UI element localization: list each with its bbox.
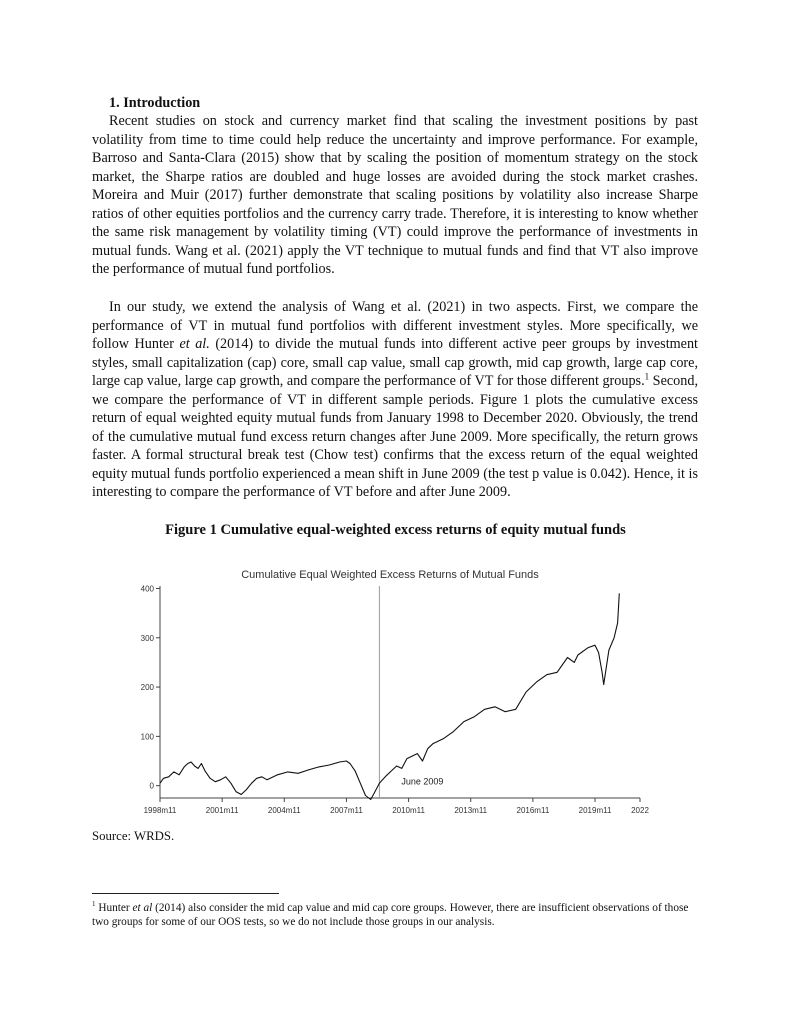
figure-source: Source: WRDS. — [92, 829, 175, 843]
y-tick-label: 0 — [149, 781, 154, 791]
footnote-text-after: (2014) also consider the mid cap value and mid cap core groups. However, there are insufficient observations of those two groups for some of our OOS tests, so we do not include those groups in our analysis. — [92, 902, 689, 929]
x-tick-label: 2016m11 — [516, 806, 550, 815]
figure-caption: Figure 1 Cumulative equal-weighted excess returns of equity mutual funds — [165, 522, 626, 538]
footnote-marker: 1 — [92, 900, 96, 909]
y-tick-label: 200 — [140, 683, 154, 693]
x-tick-label: 2019m11 — [578, 806, 612, 815]
june-2009-label: June 2009 — [401, 776, 444, 787]
paragraph-2-etal: et al. — [179, 336, 210, 353]
x-tick-label: 2013m11 — [454, 806, 488, 815]
paragraph-2 — [92, 298, 698, 502]
y-tick-label: 100 — [140, 732, 154, 742]
paragraph-2-part2: (2014) to divide the mutual funds into different active peer groups by investment styles, small capitalization (cap) core, small cap value, small cap growth, mid cap growth, large cap core, large cap value, large cap growth, and compare the performance of VT for those different groups. — [92, 336, 698, 390]
paragraph-1: Recent studies on stock and currency market find that scaling the investment positions by past volatility from time to time could help reduce the uncertainty and improve performance. For example, Barroso and Santa-Clara (2015) show that by scaling the position of momentum strategy on the stock market, the Sharpe ratios are doubled and huge losses are avoided during the stock market crashes. Moreira and Muir (2017) further demonstrate that scaling positions by volatility also increase Sharpe ratios of other equities portfolios and the currency carry trade. Therefore, it is interesting to know whether the same risk management by volatility timing (VT) could improve the performance of investments in mutual funds. Wang et al. (2021) apply the VT technique to mutual funds and find that VT also improve the performance of mutual fund portfolios. — [92, 113, 698, 278]
paragraph-2-part3: Second, we compare the performance of VT in different sample periods. Figure 1 plots the cumulative excess return of equal weighted equity mutual funds from January 1998 to December 2020. Obviously, the trend of the cumulative mutual fund excess return changes after June 2009. More specifically, the return grows faster. A formal structural break test (Chow test) confirms that the excess return of the equal weighted equity mutual funds portfolio experienced a mean shift in June 2009 (the test p value is 0.042). Hence, it is interesting to compare the performance of VT before and after June 2009. — [92, 373, 698, 501]
x-ticks — [144, 798, 650, 815]
line-chart — [120, 564, 660, 826]
chart-svg — [120, 564, 660, 826]
chart-title: Cumulative Equal Weighted Excess Returns of Mutual Funds — [241, 569, 539, 581]
section-heading: 1. Introduction — [109, 95, 201, 111]
x-tick-label: 2007m11 — [330, 806, 363, 815]
y-tick-label: 300 — [140, 633, 154, 643]
cumulative-return-line — [160, 593, 619, 799]
footnote — [92, 901, 698, 929]
y-tick-label: 400 — [140, 584, 154, 594]
paragraph-2-part1: In our study, we extend the analysis of Wang et al. (2021) in two aspects. First, we compare the performance of VT in mutual fund portfolios with different investment styles. More specifically, we follow Hunter — [92, 299, 698, 353]
footnote-divider — [92, 893, 279, 894]
x-tick-label: 2010m11 — [392, 806, 425, 815]
y-ticks — [141, 584, 160, 790]
x-tick-label: 2022 — [631, 806, 649, 815]
footnote-text-before: Hunter — [95, 902, 133, 914]
x-tick-label: 1998m11 — [143, 806, 177, 815]
footnote-reference[interactable]: 1 — [644, 371, 650, 382]
x-tick-label: 2001m11 — [205, 806, 239, 815]
x-tick-label: 2004m11 — [267, 806, 301, 815]
footnote-etal: et al — [132, 902, 153, 914]
